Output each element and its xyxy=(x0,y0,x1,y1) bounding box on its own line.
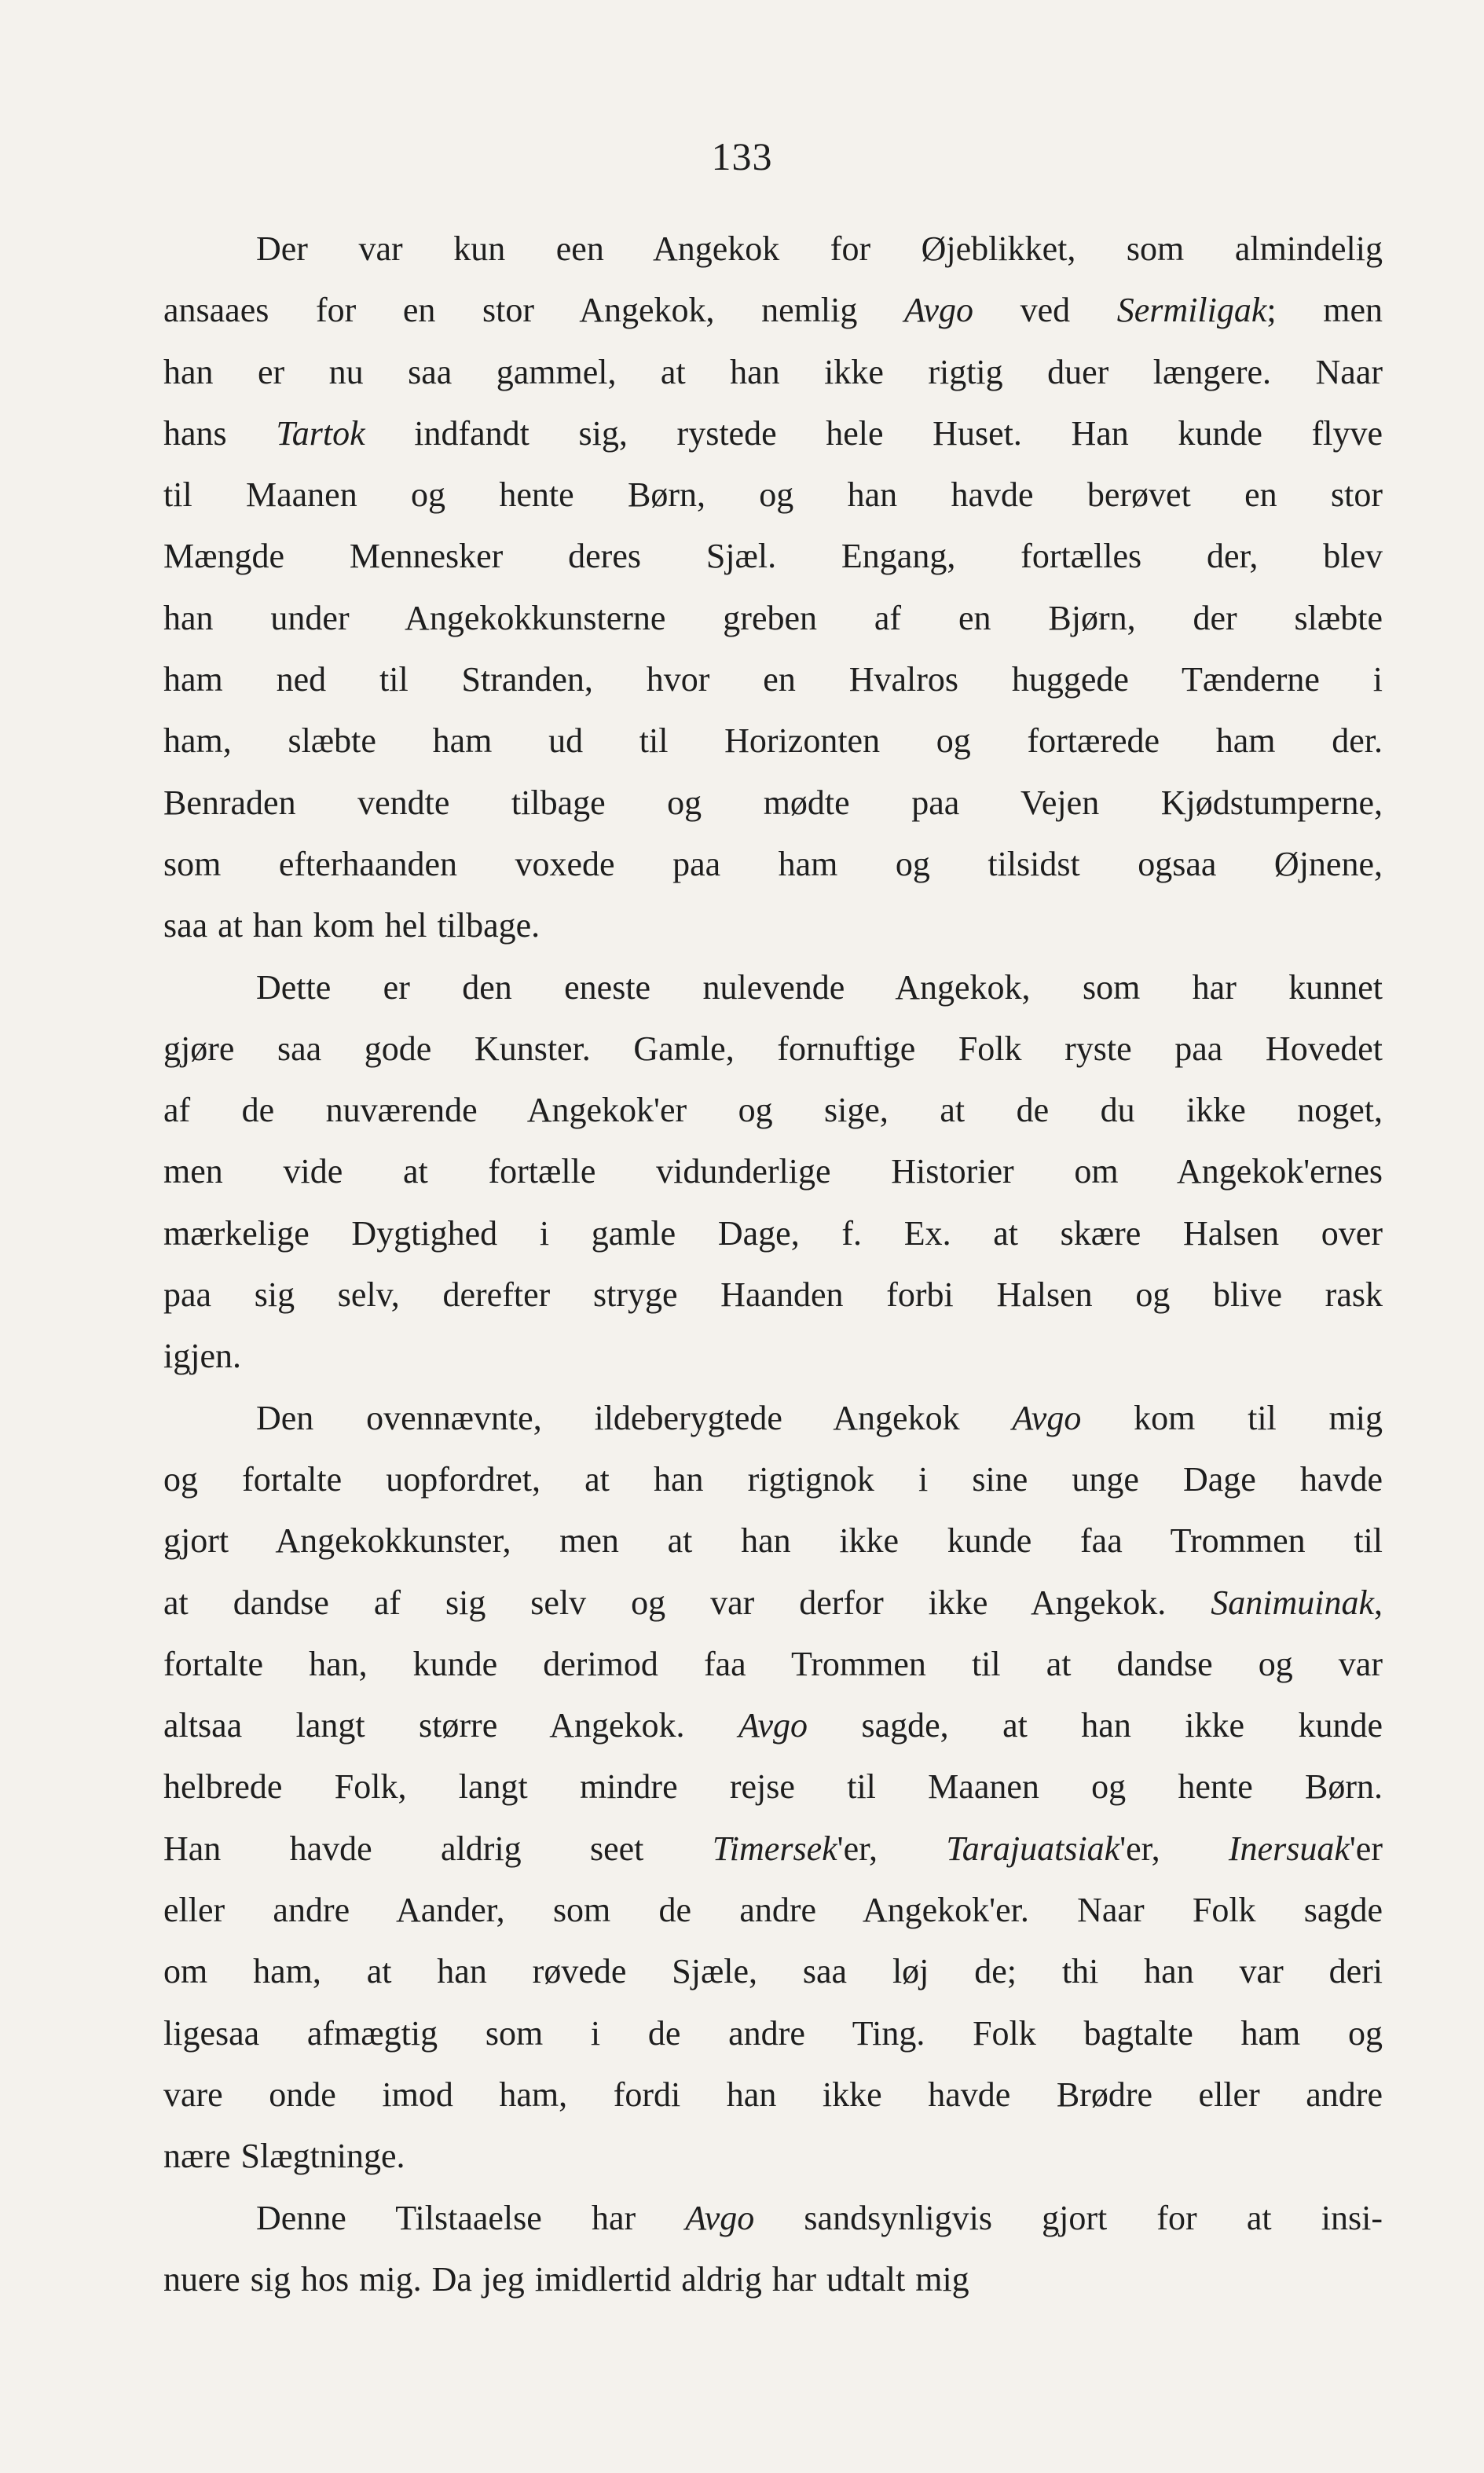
text-line: Denne Tilstaaelse har Avgo sandsynligvis gjort for at insi- xyxy=(256,2198,1383,2237)
text-line: ham, slæbte ham ud til Horizonten og fortærede ham der. xyxy=(163,721,1383,761)
text-line: vare onde imod ham, fordi han ikke havde Brødre eller andre xyxy=(163,2075,1383,2114)
text-line: Benraden vendte tilbage og mødte paa Vejen Kjødstumperne, xyxy=(163,783,1383,822)
text-line: paa sig selv, derefter stryge Haanden forbi Halsen og blive rask xyxy=(163,1275,1383,1315)
text-line: igjen. xyxy=(163,1337,241,1376)
text-line: ham ned til Stranden, hvor en Hvalros huggede Tænderne i xyxy=(163,660,1383,699)
text-line: af de nuværende Angekok'er og sige, at de du ikke noget, xyxy=(163,1091,1383,1130)
text-line: saa at han kom hel tilbage. xyxy=(163,906,540,945)
paragraph xyxy=(163,957,1383,1388)
text-line: eller andre Aander, som de andre Angekok'er. Naar Folk sagde xyxy=(163,1891,1383,1930)
text-line: men vide at fortælle vidunderlige Historier om Angekok'ernes xyxy=(163,1152,1383,1191)
text-line: ansaaes for en stor Angekok, nemlig Avgo ved Sermiligak; men xyxy=(163,291,1383,330)
text-line: Den ovennævnte, ildeberygtede Angekok Avgo kom til mig xyxy=(256,1398,1383,1437)
text-line: som efterhaanden voxede paa ham og tilsidst ogsaa Øjnene, xyxy=(163,844,1383,883)
text-line: helbrede Folk, langt mindre rejse til Maanen og hente Børn. xyxy=(163,1767,1383,1807)
text-line: gjort Angekokkunster, men at han ikke kunde faa Trommen til xyxy=(163,1521,1383,1561)
text-line: og fortalte uopfordret, at han rigtignok i sine unge Dage havde xyxy=(163,1459,1383,1499)
text-line: Han havde aldrig seet Timersek'er, Tarajuatsiak'er, Inersuak'er xyxy=(163,1829,1383,1868)
paragraph xyxy=(163,2188,1383,2311)
body-text xyxy=(163,218,1383,2310)
text-line: til Maanen og hente Børn, og han havde berøvet en stor xyxy=(163,475,1383,515)
text-line: mærkelige Dygtighed i gamle Dage, f. Ex. at skære Halsen over xyxy=(163,1213,1383,1253)
text-line: fortalte han, kunde derimod faa Trommen til at dandse og var xyxy=(163,1644,1383,1683)
paragraph xyxy=(163,1388,1383,2188)
text-line: han er nu saa gammel, at han ikke rigtig duer længere. Naar xyxy=(163,352,1383,391)
text-line: nuere sig hos mig. Da jeg imidlertid aldrig har udtalt mig xyxy=(163,2259,969,2299)
text-line: hans Tartok indfandt sig, rystede hele Huset. Han kunde flyve xyxy=(163,413,1383,453)
paragraph xyxy=(163,218,1383,957)
text-line: altsaa langt større Angekok. Avgo sagde, at han ikke kunde xyxy=(163,1706,1383,1745)
text-line: at dandse af sig selv og var derfor ikke Angekok. Sanimuinak, xyxy=(163,1583,1383,1622)
text-line: nære Slægtninge. xyxy=(163,2137,405,2176)
text-line: ligesaa afmægtig som i de andre Ting. Folk bagtalte ham og xyxy=(163,2013,1383,2053)
page-number: 133 xyxy=(711,134,773,178)
text-line: Der var kun een Angekok for Øjeblikket, som almindelig xyxy=(256,229,1383,268)
text-line: gjøre saa gode Kunster. Gamle, fornuftige Folk ryste paa Hovedet xyxy=(163,1029,1383,1068)
text-line: han under Angekokkunsterne greben af en Bjørn, der slæbte xyxy=(163,598,1383,637)
text-line: Mængde Mennesker deres Sjæl. Engang, fortælles der, blev xyxy=(163,537,1383,576)
text-line: om ham, at han røvede Sjæle, saa løj de; thi han var deri xyxy=(163,1952,1383,1991)
text-line: Dette er den eneste nulevende Angekok, som har kunnet xyxy=(256,967,1383,1007)
